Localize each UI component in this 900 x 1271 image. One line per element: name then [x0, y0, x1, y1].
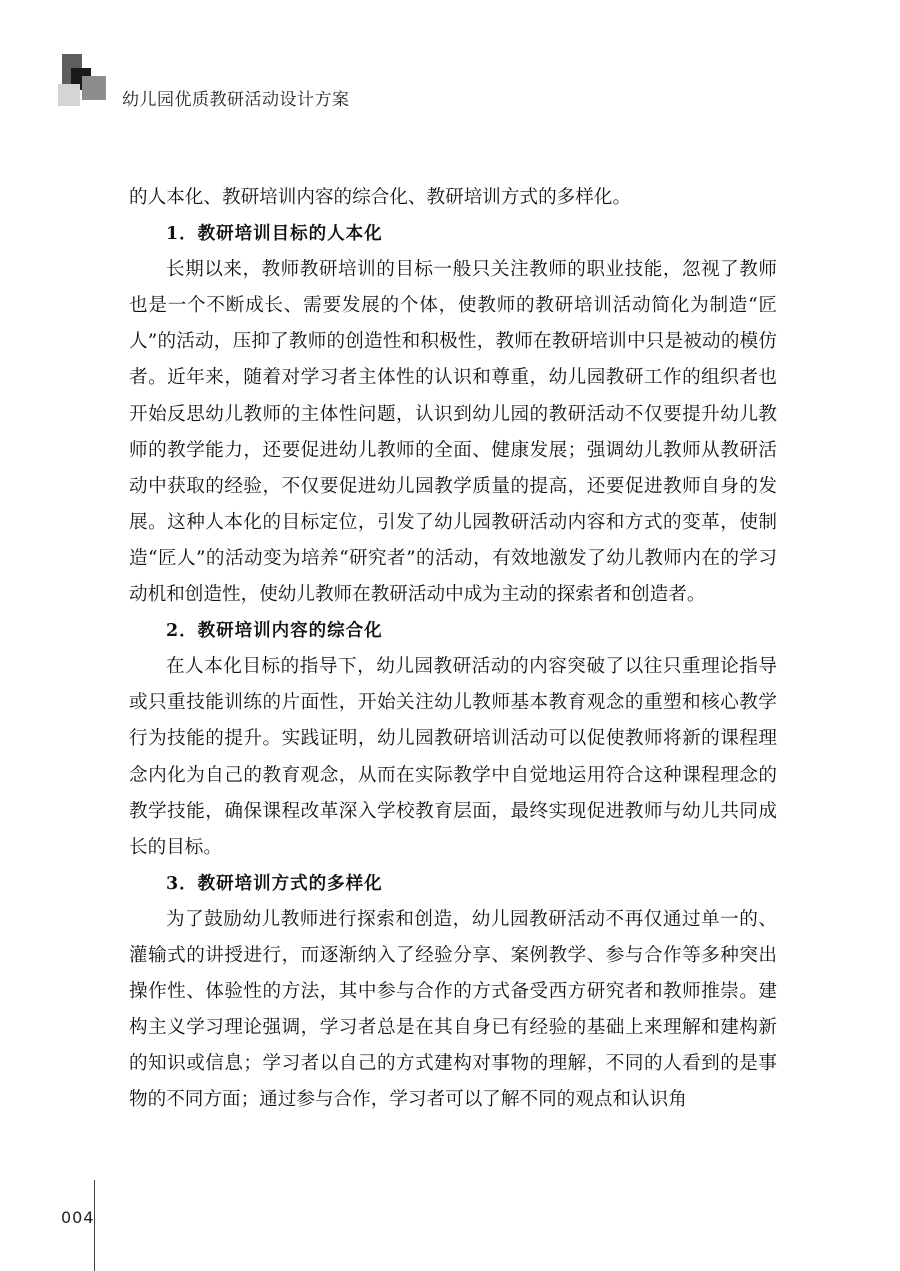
- section-3-heading: 3．教研培训方式的多样化: [166, 873, 383, 894]
- header-decor-square-3: [82, 76, 106, 100]
- section-2-heading: 2．教研培训内容的综合化: [166, 621, 383, 642]
- section-2-paragraph: 在人本化目标的指导下，幼儿园教研活动的内容突破了以往只重理论指导或只重技能训练的片面性，开始关注幼儿教师基本教育观念的重塑和核心教学行为技能的提升。实践证明，幼儿园教研培训活动可以促使教师将新的课程理念内化为自己的教育观念，从而在实际教学中自觉地运用符合这种课程理念的教学技能，确保课程改革深入学校教育层面，最终实现促进教师与幼儿共同成长的目标。: [129, 656, 777, 858]
- page-body: [129, 180, 777, 1118]
- page-number: 004: [61, 1208, 95, 1227]
- running-head-title: 幼儿园优质教研活动设计方案: [122, 90, 350, 110]
- header-decor-square-4: [58, 84, 80, 106]
- section-1-paragraph: 长期以来，教师教研培训的目标一般只关注教师的职业技能，忽视了教师也是一个不断成长、需要发展的个体，使教师的教研培训活动简化为制造“匠人”的活动，压抑了教师的创造性和积极性，教师在教研培训中只是被动的模仿者。近年来，随着对学习者主体性的认识和尊重，幼儿园教研工作的组织者也开始反思幼儿教师的主体性问题，认识到幼儿园的教研活动不仅要提升幼儿教师的教学能力，还要促进幼儿教师的全面、健康发展；强调幼儿教师从教研活动中获取的经验，不仅要促进幼儿园教学质量的提高，还要促进教师自身的发展。这种人本化的目标定位，引发了幼儿园教研活动内容和方式的变革，使制造“匠人”的活动变为培养“研究者”的活动，有效地激发了幼儿教师内在的学习动机和创造性，使幼儿教师在教研活动中成为主动的探索者和创造者。: [129, 259, 777, 606]
- intro-paragraph: 的人本化、教研培训内容的综合化、教研培训方式的多样化。: [129, 187, 632, 208]
- section-3-paragraph: 为了鼓励幼儿教师进行探索和创造，幼儿园教研活动不再仅通过单一的、灌输式的讲授进行，而逐渐纳入了经验分享、案例教学、参与合作等多种突出操作性、体验性的方法，其中参与合作的方式备受西方研究者和教师推崇。建构主义学习理论强调，学习者总是在其自身已有经验的基础上来理解和建构新的知识或信息；学习者以自己的方式建构对事物的理解，不同的人看到的是事物的不同方面；通过参与合作，学习者可以了解不同的观点和认识角: [129, 908, 777, 1111]
- section-1-heading: 1．教研培训目标的人本化: [166, 224, 383, 245]
